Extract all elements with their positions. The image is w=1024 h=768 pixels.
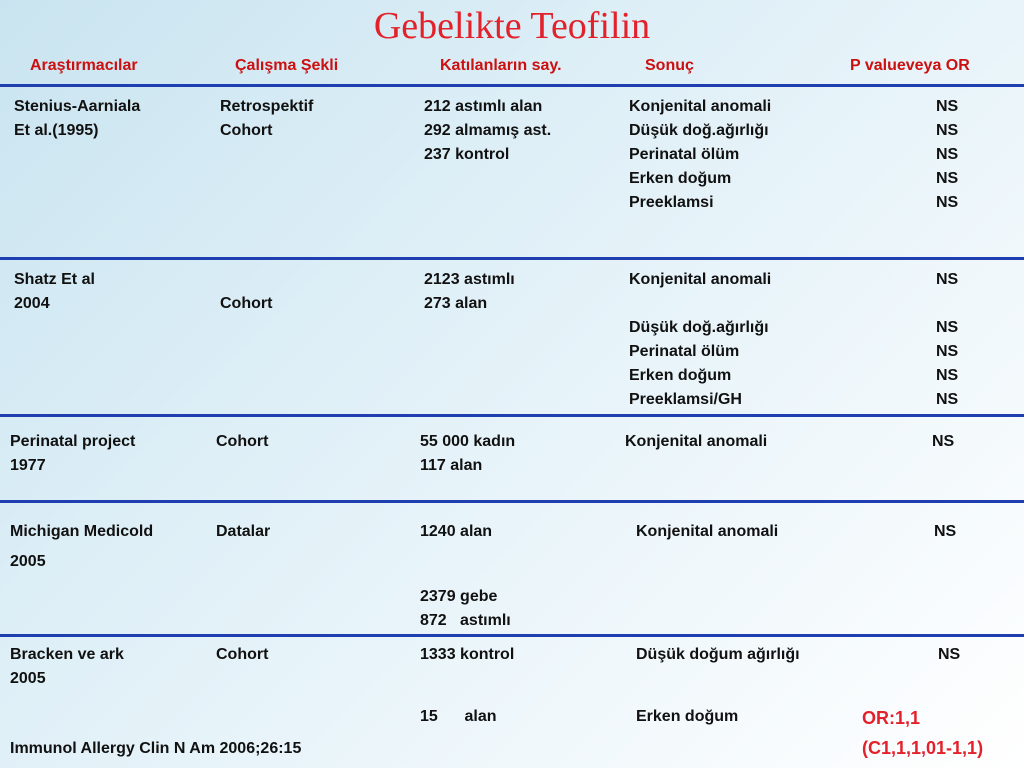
row2-results: Konjenital anomali Düşük doğ.ağırlığı Perinatal ölüm Erken doğum Preeklamsi/GH [629, 271, 772, 408]
divider-row-4 [0, 634, 1024, 637]
row1-study: Retrospektif Cohort [220, 98, 314, 139]
row3-results: Konjenital anomali [625, 433, 768, 450]
row1-results: Konjenital anomali Düşük doğ.ağırlığı Perinatal ölüm Erken doğum Preeklamsi [629, 98, 772, 211]
row5-result-preterm: Erken doğum [636, 708, 739, 725]
confidence-interval: (C1,1,1,01-1,1) [862, 738, 984, 758]
row5-participants-b: 15 alan [420, 708, 497, 725]
header-result: Sonuç [645, 57, 694, 74]
header-study-type: Çalışma Şekli [235, 57, 339, 74]
row3-p-value: NS [932, 433, 955, 450]
row5-participants-a: 1333 kontrol [420, 646, 515, 663]
row4-researcher: Michigan Medicold 2005 [10, 523, 154, 570]
row3-study: Cohort [216, 433, 269, 450]
divider-header [0, 84, 1024, 87]
row2-researcher: Shatz Et al 2004 [14, 271, 95, 312]
row1-participants: 212 astımlı alan 292 almamış ast. 237 kontrol [424, 98, 552, 163]
row4-participants-b: 2379 gebe 872 astımlı [420, 588, 511, 629]
row2-study: Cohort [220, 295, 273, 312]
row3-participants: 55 000 kadın 117 alan [420, 433, 516, 474]
divider-row-3 [0, 500, 1024, 503]
row4-results: Konjenital anomali [636, 523, 779, 540]
row5-result-birthweight: Düşük doğum ağırlığı [636, 646, 800, 663]
citation: Immunol Allergy Clin N Am 2006;26:15 [10, 740, 302, 757]
divider-row-1 [0, 257, 1024, 260]
row4-p-value: NS [934, 523, 957, 540]
page-title: Gebelikte Teofilin [373, 5, 651, 47]
row2-participants: 2123 astımlı 273 alan [424, 271, 515, 312]
row5-p-value: NS [938, 646, 961, 663]
row1-p-values: NS NS NS NS NS [936, 98, 959, 211]
or-value: OR:1,1 [862, 708, 921, 728]
header-participants: Katılanların say. [440, 57, 562, 74]
row2-p-values: NS NS NS NS NS [936, 271, 959, 408]
header-p-value: P valueveya OR [850, 57, 970, 74]
row3-researcher: Perinatal project 1977 [10, 433, 136, 474]
row4-participants-a: 1240 alan [420, 523, 493, 540]
row4-study: Datalar [216, 523, 271, 540]
divider-row-2 [0, 414, 1024, 417]
row5-study: Cohort [216, 646, 269, 663]
row1-researcher: Stenius-Aarniala Et al.(1995) [14, 98, 141, 139]
row5-researcher: Bracken ve ark 2005 [10, 646, 124, 687]
header-researchers: Araştırmacılar [30, 57, 138, 74]
